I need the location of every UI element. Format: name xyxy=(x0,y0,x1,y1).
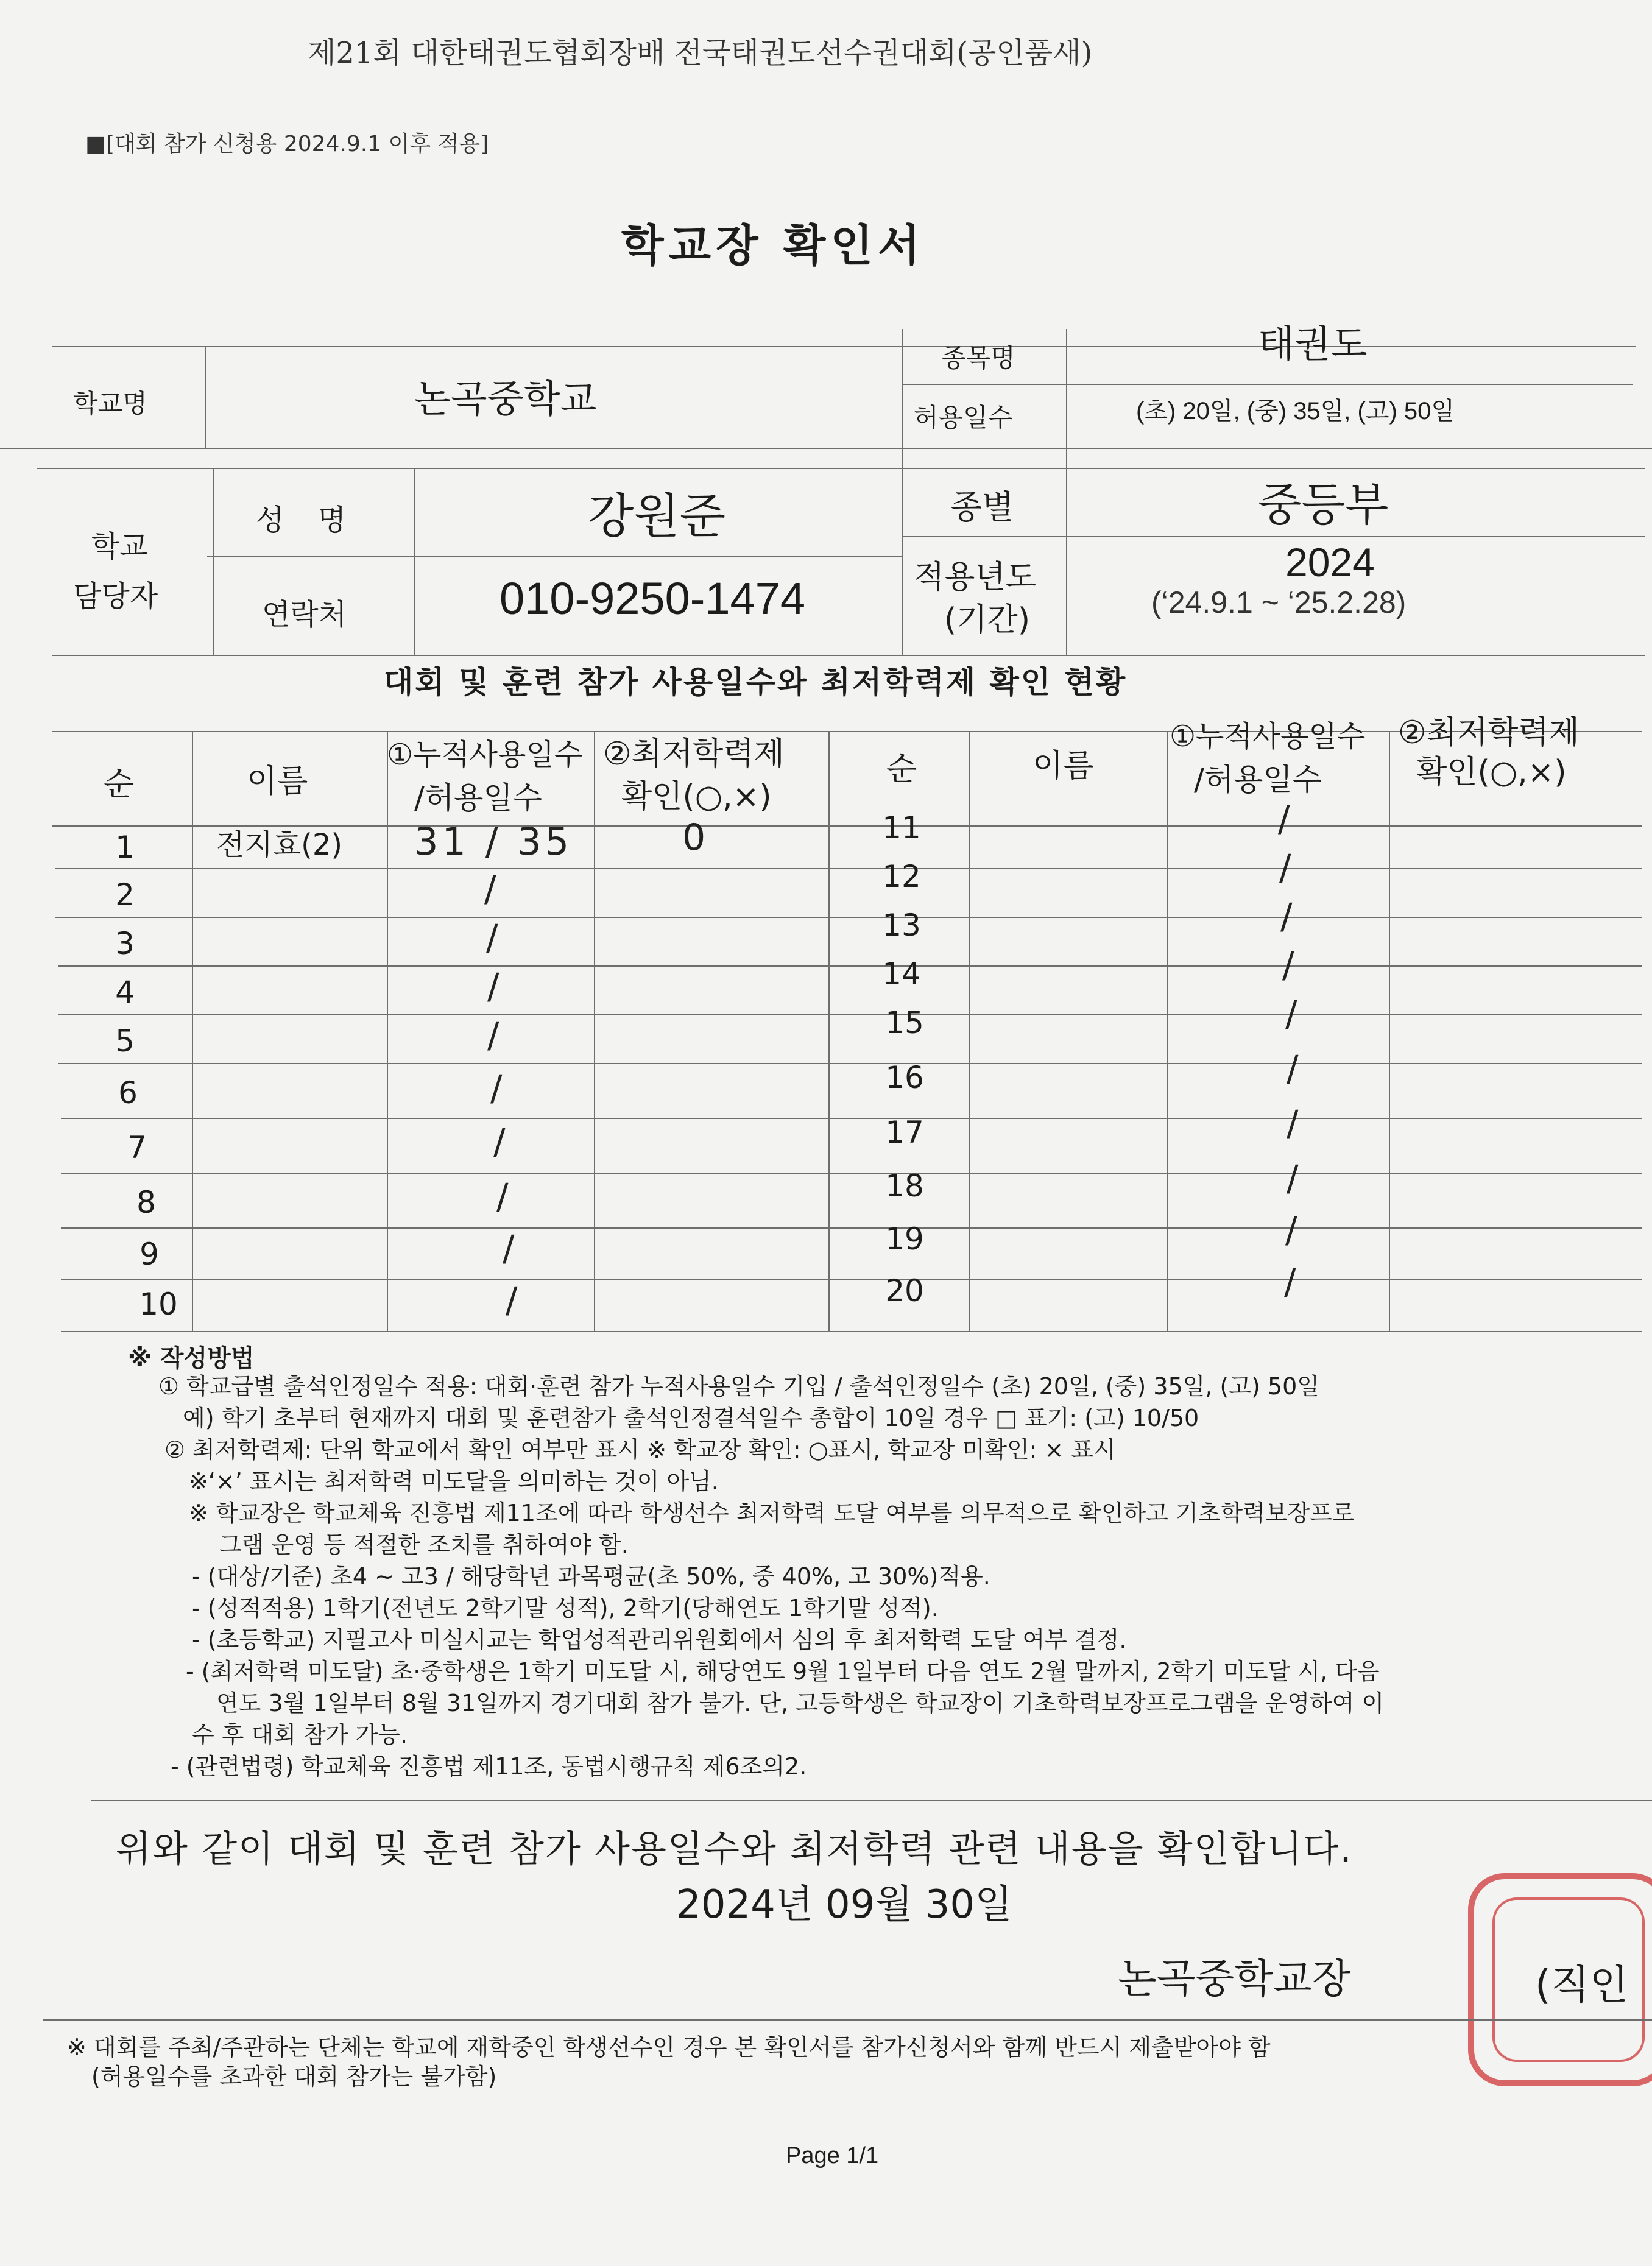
instruction-line: ※‘×’ 표시는 최저학력 미도달을 의미하는 것이 아님. xyxy=(189,1468,719,1495)
allowed-days-label: 허용일수 xyxy=(914,403,1013,432)
header-no-right: 순 xyxy=(886,751,917,788)
row-no: 19 xyxy=(885,1221,924,1257)
row-days: / xyxy=(487,1014,499,1056)
phone-label: 연락처 xyxy=(262,598,347,632)
row-days: / xyxy=(1282,944,1294,986)
footer-note-1: ※ 대회를 주최/주관하는 단체는 학교에 재학중인 학생선수인 경우 본 확인서를 참가신청서와 함께 반드시 제출받아야 함 xyxy=(67,2034,1271,2061)
instruction-line: ② 최저학력제: 단위 학교에서 확인 여부만 표시 ※ 학교장 확인: ○표시, 학교장 미확인: × 표시 xyxy=(164,1436,1116,1463)
instruction-line: - (관련법령) 학교체육 진흥법 제11조, 동법시행규칙 제6조의2. xyxy=(171,1753,807,1780)
instruction-line: ① 학교급별 출석인정일수 적용: 대회·훈련 참가 누적사용일수 기입 / 출석인정일수 (초) 20일, (중) 35일, (고) 50일 xyxy=(158,1373,1320,1400)
header-check-left-2: 확인(○,×) xyxy=(621,778,772,815)
row-days: / xyxy=(486,917,498,958)
row-days: / xyxy=(1285,1209,1297,1251)
row-no: 17 xyxy=(885,1115,924,1150)
row-no: 4 xyxy=(115,975,135,1010)
header-no-left: 순 xyxy=(104,766,135,803)
principal-signature: 논곡중학교장 xyxy=(1118,1955,1351,2002)
sport-label: 종목명 xyxy=(941,343,1015,373)
row-no: 11 xyxy=(882,810,921,845)
row-days: / xyxy=(1280,895,1293,937)
instruction-line: ※ 학교장은 학교체육 진흥법 제11조에 따라 학생선수 최저학력 도달 여부를 의무적으로 확인하고 기초학력보장프로 xyxy=(189,1500,1355,1527)
row-name: 전지효(2) xyxy=(216,828,343,862)
row-days: / xyxy=(1279,847,1291,888)
row-days: / xyxy=(1278,798,1290,839)
instructions-heading: ※ 작성방법 xyxy=(128,1344,255,1372)
header-days-right-2: /허용일수 xyxy=(1194,762,1322,797)
header-days-left-2: /허용일수 xyxy=(414,780,543,816)
applicability-note: ■[대회 참가 신청용 2024.9.1 이후 적용] xyxy=(85,132,489,157)
school-seal-stamp xyxy=(1468,1873,1652,2086)
confirmation-date: 2024년 09월 30일 xyxy=(676,1882,1012,1927)
instruction-line: - (최저학력 미도달) 초·중학생은 1학기 미도달 시, 해당연도 9월 1일부터 다음 연도 2월 말까지, 2학기 미도달 시, 다음 xyxy=(186,1658,1380,1685)
instruction-line: 수 후 대회 참가 가능. xyxy=(192,1721,408,1748)
row-no: 12 xyxy=(882,859,921,894)
contact-group-label-2: 담당자 xyxy=(73,579,158,613)
seal-label: (직인 xyxy=(1535,1961,1629,2008)
school-label: 학교명 xyxy=(73,389,147,418)
sport-value: 태권도 xyxy=(1258,322,1368,366)
phone-value: 010-9250-1474 xyxy=(499,573,805,624)
instruction-line: 그램 운영 등 적절한 조치를 취하여야 함. xyxy=(219,1531,629,1558)
year-label-2: (기간) xyxy=(944,602,1031,638)
school-name: 논곡중학교 xyxy=(414,376,597,421)
event-title: 제21회 대한태권도협회장배 전국태권도선수권대회(공인품새) xyxy=(308,36,1093,70)
division-value: 중등부 xyxy=(1258,479,1389,531)
footer-note-2: (허용일수를 초과한 대회 참가는 불가함) xyxy=(91,2063,497,2090)
row-days: / xyxy=(496,1176,509,1217)
row-no: 20 xyxy=(885,1273,924,1308)
division-label: 종별 xyxy=(950,488,1014,526)
row-days: / xyxy=(503,1227,515,1269)
name-label: 성 명 xyxy=(256,503,346,537)
row-no: 7 xyxy=(127,1130,147,1165)
period-value: (‘24.9.1 ~ ‘25.2.28) xyxy=(1151,585,1407,619)
row-no: 6 xyxy=(118,1075,138,1110)
header-check-left-1: ②최저학력제 xyxy=(603,736,785,772)
header-check-right-2: 확인(○,×) xyxy=(1416,754,1567,791)
header-days-left-1: ①누적사용일수 xyxy=(387,738,583,772)
name-value: 강원준 xyxy=(588,489,726,544)
row-days: / xyxy=(1287,1103,1299,1144)
row-days: / xyxy=(1287,1048,1299,1089)
document-title: 학교장 확인서 xyxy=(621,220,925,271)
row-no: 3 xyxy=(115,926,135,961)
row-days: / xyxy=(484,868,496,909)
row-no: 13 xyxy=(882,908,921,943)
year-value: 2024 xyxy=(1285,540,1375,585)
year-label-1: 적용년도 xyxy=(914,559,1036,596)
row-no: 8 xyxy=(136,1185,156,1220)
instruction-line: 연도 3월 1일부터 8월 31일까지 경기대회 참가 불가. 단, 고등학생은 학교장이 기초학력보장프로그램을 운영하여 이 xyxy=(216,1690,1385,1717)
table-title: 대회 및 훈련 참가 사용일수와 최저학력제 확인 현황 xyxy=(384,665,1128,700)
row-days: / xyxy=(1287,1157,1299,1199)
row-no: 16 xyxy=(885,1060,924,1095)
row-days: / xyxy=(1285,993,1297,1034)
row-no: 2 xyxy=(115,877,135,912)
instruction-line: - (대상/기준) 초4 ~ 고3 / 해당학년 과목평균(초 50%, 중 40%, 고 30%)적용. xyxy=(192,1563,990,1590)
header-name-right: 이름 xyxy=(1032,748,1094,785)
row-no: 10 xyxy=(139,1287,178,1322)
header-check-right-1: ②최저학력제 xyxy=(1398,715,1580,751)
row-days: / xyxy=(1284,1261,1296,1302)
row-no: 15 xyxy=(885,1005,924,1040)
row-days: 31 / 35 xyxy=(414,819,573,864)
row-no: 18 xyxy=(885,1168,924,1204)
contact-group-label-1: 학교 xyxy=(91,529,148,563)
row-no: 14 xyxy=(882,956,921,992)
row-days: / xyxy=(493,1121,506,1162)
row-check: 0 xyxy=(682,816,706,859)
instruction-line: 예) 학기 초부터 현재까지 대회 및 훈련참가 출석인정결석일수 총합이 10일 경우 □ 표기: (고) 10/50 xyxy=(183,1405,1199,1431)
row-no: 1 xyxy=(115,830,135,865)
header-name-left: 이름 xyxy=(247,763,308,800)
row-days: / xyxy=(490,1067,503,1109)
instruction-line: - (성적적용) 1학기(전년도 2학기말 성적), 2학기(당해연도 1학기말 성적). xyxy=(192,1595,939,1622)
row-days: / xyxy=(487,965,499,1007)
header-days-right-1: ①누적사용일수 xyxy=(1170,719,1366,754)
allowed-days-value: (초) 20일, (중) 35일, (고) 50일 xyxy=(1136,398,1455,425)
instruction-line: - (초등학교) 지필고사 미실시교는 학업성적관리위원회에서 심의 후 최저학력 도달 여부 결정. xyxy=(192,1626,1127,1653)
confirmation-statement: 위와 같이 대회 및 훈련 참가 사용일수와 최저학력 관련 내용을 확인합니다. xyxy=(116,1828,1353,1871)
row-no: 9 xyxy=(139,1237,159,1272)
row-no: 5 xyxy=(115,1023,135,1059)
page-number: Page 1/1 xyxy=(786,2143,879,2169)
row-days: / xyxy=(506,1279,518,1321)
